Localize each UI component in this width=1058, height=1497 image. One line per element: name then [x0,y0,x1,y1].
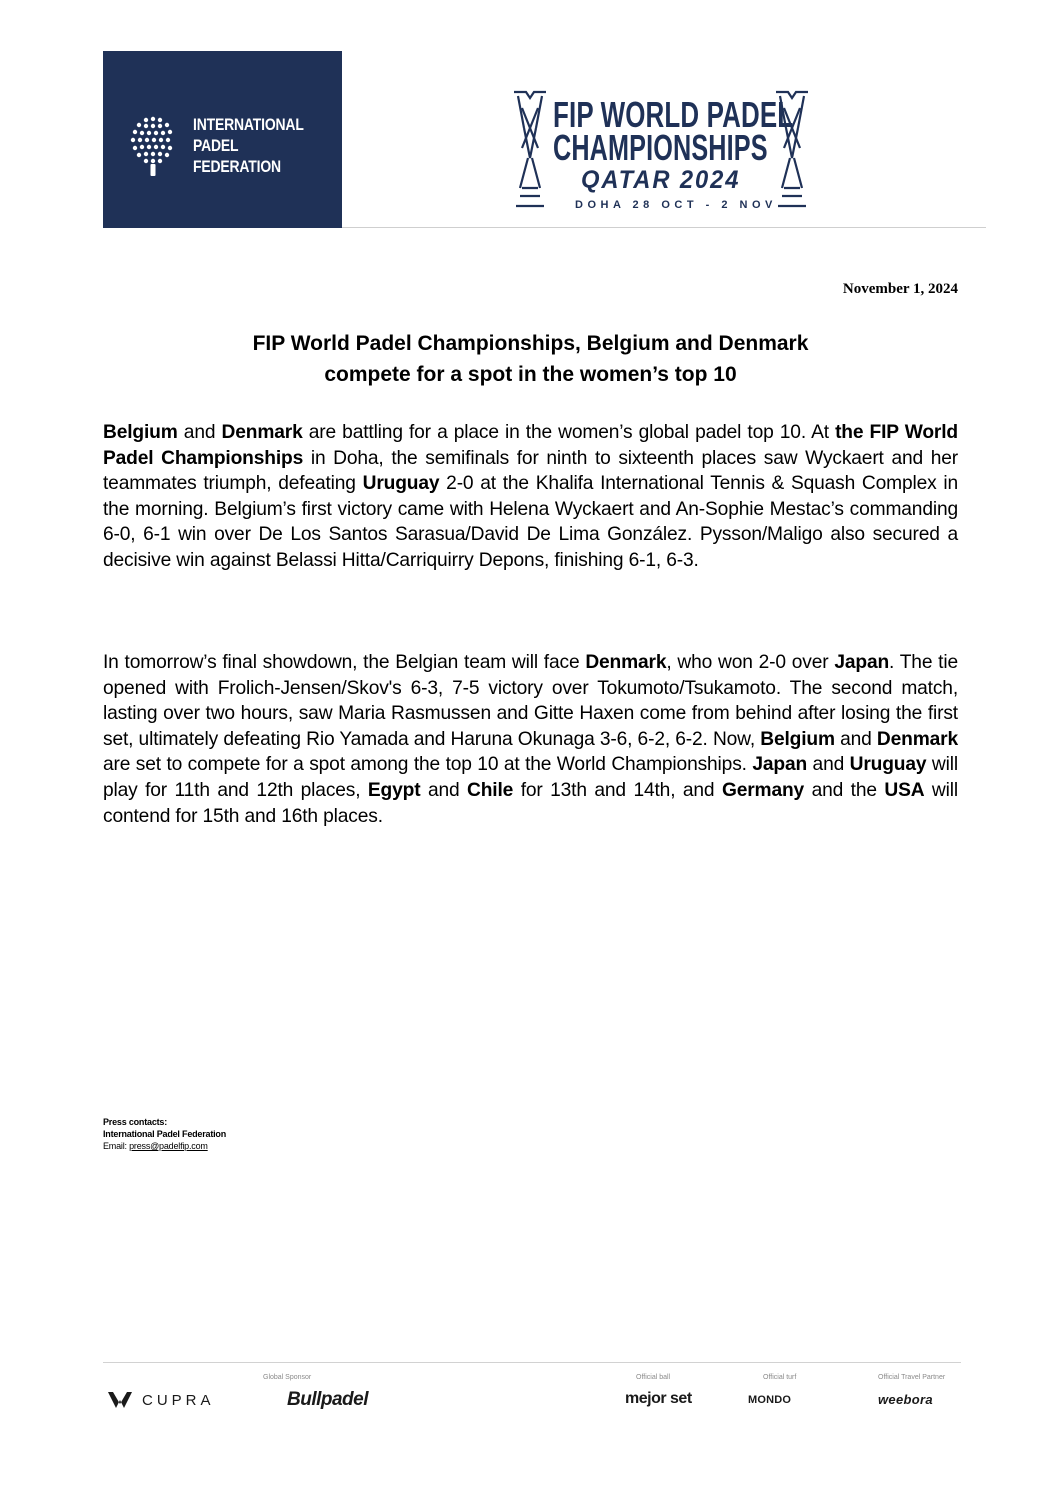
event-location: QATAR 2024 [581,166,741,194]
emphasis-text: Japan [752,754,808,776]
header-divider [342,227,986,228]
emphasis-text: Belgium [103,422,178,443]
body-text: and [177,422,222,443]
emphasis-text: USA [884,779,925,801]
body-text: and [420,779,468,801]
event-title-line: FIP WORLD PADEL [553,94,794,135]
body-text: and [807,754,850,776]
federation-name-line: INTERNATIONAL [193,115,304,134]
body-text: in Doha, the semifinals for ninth to sixteenth places saw Wyckaert and her teammates triumph, defeating [103,447,958,495]
sponsor-logo-bullpadel: Bullpadel [287,1389,369,1410]
release-date: November 1, 2024 [842,281,958,297]
sponsor-caption: Official Travel Partner [878,1374,946,1381]
body-text: and [834,728,877,750]
sponsor-logo-weebora: weebora [878,1392,933,1407]
emphasis-text: Egypt [367,779,421,801]
federation-logo [103,51,342,228]
sponsor-logo-mondo: MONDO [748,1394,792,1406]
emphasis-text: Denmark [221,422,303,443]
emphasis-text: Denmark [876,728,958,750]
body-text: are battling for a place in the women’s global padel top 10. At [302,422,836,443]
title-line: FIP World Padel Championships, Belgium and Denmark [252,332,809,355]
event-title-line: CHAMPIONSHIPS [553,127,768,168]
federation-name [193,114,304,177]
emphasis-text: Uruguay [849,754,927,776]
body-text: and the [804,779,885,801]
footer-divider [103,1362,961,1363]
emphasis-text: Uruguay [362,473,440,495]
press-email-link[interactable]: press@padelfip.com [129,1141,208,1151]
padel-racket-emblem-icon [129,115,177,177]
body-text: In tomorrow’s final showdown, the Belgian team will face [103,652,586,673]
emphasis-text: Belgium [760,728,835,750]
press-contacts [103,1116,226,1152]
press-contacts-heading: Press contacts: [103,1117,168,1127]
sponsor-caption: Official ball [636,1374,671,1381]
cupra-emblem-icon [107,1390,133,1410]
body-paragraph-1 [103,420,958,574]
body-text: are set to compete for a spot among the top 10 at the World Championships. [103,754,753,776]
email-label: Email: [103,1141,130,1151]
body-text: will contend for 15th and 16th places. [103,779,958,827]
body-text: 2-0 at the Khalifa International Tennis & Squash Complex in the morning. Belgium’s first victory came with Helena Wyckaert and An-Sophie Mestac’s commanding 6-0, 6-1 win over De Los Santos Sarasua/David De Lima González. Pysson/Maligo also secured a decisive win against Belassi Hitta/Carriquirry Depons, finishing 6-1, 6-3. [103,473,958,571]
sponsor-logo-mejorset: mejor set [625,1390,692,1407]
body-paragraph-2 [103,650,958,829]
federation-name-line: PADEL [193,136,239,155]
emphasis-text: Germany [721,779,805,801]
body-text: will play for 11th and 12th places, [103,754,958,801]
sponsor-caption: Official turf [763,1374,797,1381]
event-dates: DOHA 28 OCT - 2 NOV [575,199,777,211]
press-release-title [103,328,958,390]
sponsor-caption: Global Sponsor [263,1374,312,1381]
sponsor-logo-cupra: CUPRA [142,1392,215,1409]
federation-name-line: FEDERATION [193,157,281,176]
body-text: , who won 2-0 over [666,652,835,673]
emphasis-text: the FIP World Padel Championships [103,422,958,469]
title-line: compete for a spot in the women’s top 10 [324,363,737,386]
press-contacts-org: International Padel Federation [103,1129,227,1139]
body-text: . The tie opened with Frolich-Jensen/Skov's 6-3, 7-5 victory over Tokumoto/Tsukamoto. The second match, lasting over two hours, saw Maria Rasmussen and Gitte Haxen come from behind after losing the first set, ultimately defeating Rio Yamada and Haruna Okunaga 3-6, 6-2, 6-2. Now, [103,652,958,750]
press-contacts-email-row [103,1140,226,1152]
emphasis-text: Denmark [585,652,667,673]
emphasis-text: Chile [467,779,514,801]
body-text: for 13th and 14th, and [513,779,722,801]
emphasis-text: Japan [834,652,890,673]
trophy-icon [510,88,550,210]
